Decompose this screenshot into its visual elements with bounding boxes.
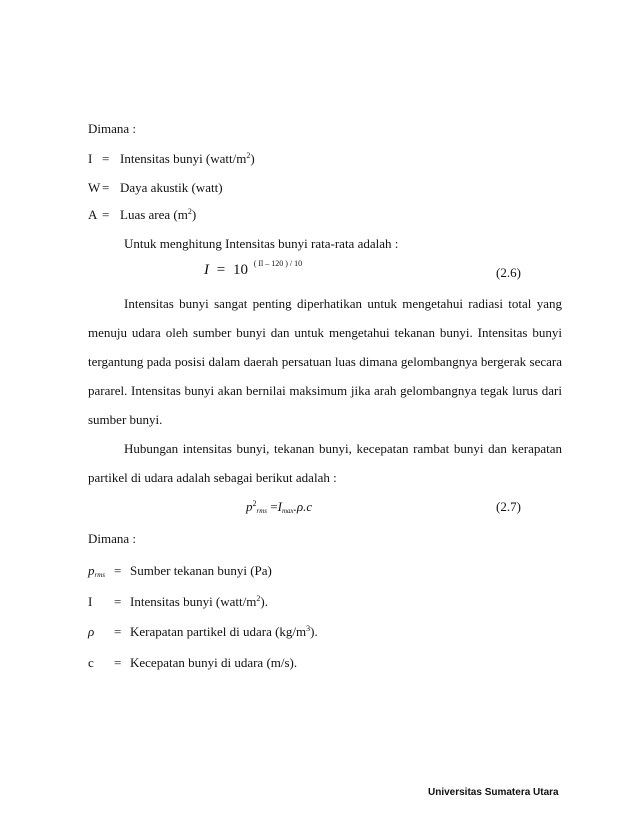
def-equals: = [102,180,110,195]
definition-intensity-2 [88,594,268,610]
def-equals: = [114,624,122,639]
eq-I: I [277,499,282,514]
def-symbol: c [88,655,94,670]
eq-equals: = [216,262,226,278]
eq-lhs: I [204,262,209,278]
def-desc: Luas area (m [120,207,188,222]
para2-line-2: partikel di udara adalah sebagai berikut adalah : [88,470,337,485]
def-tail: ) [191,207,197,222]
def-tail: ). [260,594,268,609]
def-tail: ). [310,624,318,639]
definition-speed [88,655,298,671]
def-desc: Kerapatan partikel di udara (kg/m [130,624,307,639]
eq-p: p [246,499,253,514]
def-tail: ) [250,151,255,166]
eq-equals: = [270,499,278,514]
def-symbol: I [88,151,93,166]
equation-2-7 [246,499,312,515]
def-sup: 2 [187,207,192,216]
def-desc: Intensitas bunyi (watt/m [120,151,247,166]
equation-2-6 [204,259,303,279]
def-desc: Daya akustik (watt) [120,180,223,195]
def-equals: = [114,563,122,578]
para1-line-4: pararel. Intensitas bunyi akan bernilai maksimum jika arah gelombangnya tegak lurus dari [88,383,562,398]
def-equals: = [102,207,110,222]
def-symbol-sub: rms [94,571,106,579]
eq-p-sub: rms [256,507,268,515]
definition-intensity [88,151,255,167]
footer-university: Universitas Sumatera Utara [428,787,559,798]
dimana-label-1: Dimana : [88,121,137,136]
equation-number-2-6: (2.6) [496,265,521,280]
def-sup: 3 [306,624,311,633]
def-sup: 2 [256,594,261,603]
definition-area [88,207,197,223]
def-desc: Kecepatan bunyi di udara (m/s). [130,655,298,670]
def-desc: Intensitas bunyi (watt/m [130,594,257,609]
def-symbol: A [88,207,98,222]
intro-text: Untuk menghitung Intensitas bunyi rata-rata adalah : [124,236,399,251]
para1-line-2: menuju udara oleh sumber bunyi dan untuk mengetahui tekanan bunyi. Intensitas bunyi [88,325,562,340]
equation-number-2-7: (2.7) [496,499,521,514]
para1-line-5: sumber bunyi. [88,412,163,427]
def-symbol: p [88,563,95,578]
eq-p-sup: 2 [252,499,257,508]
dimana-label-2: Dimana : [88,531,137,546]
def-sup: 2 [246,151,251,160]
def-desc: Sumber tekanan bunyi (Pa) [130,563,272,578]
eq-rest: .ρ.c [293,499,313,514]
eq-exponent: ( Il – 120 ) / 10 [253,259,303,268]
definition-prms [88,563,272,579]
definition-density [88,624,318,640]
para1-line-3: tergantung pada posisi dalam daerah persatuan luas dimana gelombangnya bergerak secara [88,354,562,369]
eq-I-sub: max [281,507,294,515]
def-equals: = [114,655,122,670]
eq-base: 10 [232,262,248,278]
def-symbol: I [88,594,93,609]
def-symbol: W [88,180,101,195]
definition-power [88,180,223,196]
def-symbol: ρ [88,624,95,639]
def-equals: = [114,594,122,609]
def-equals: = [102,151,110,166]
para1-line-1: Intensitas bunyi sangat penting diperhatikan untuk mengetahui radiasi total yang [124,296,562,311]
para2-line-1: Hubungan intensitas bunyi, tekanan bunyi, kecepatan rambat bunyi dan kerapatan [124,441,562,456]
